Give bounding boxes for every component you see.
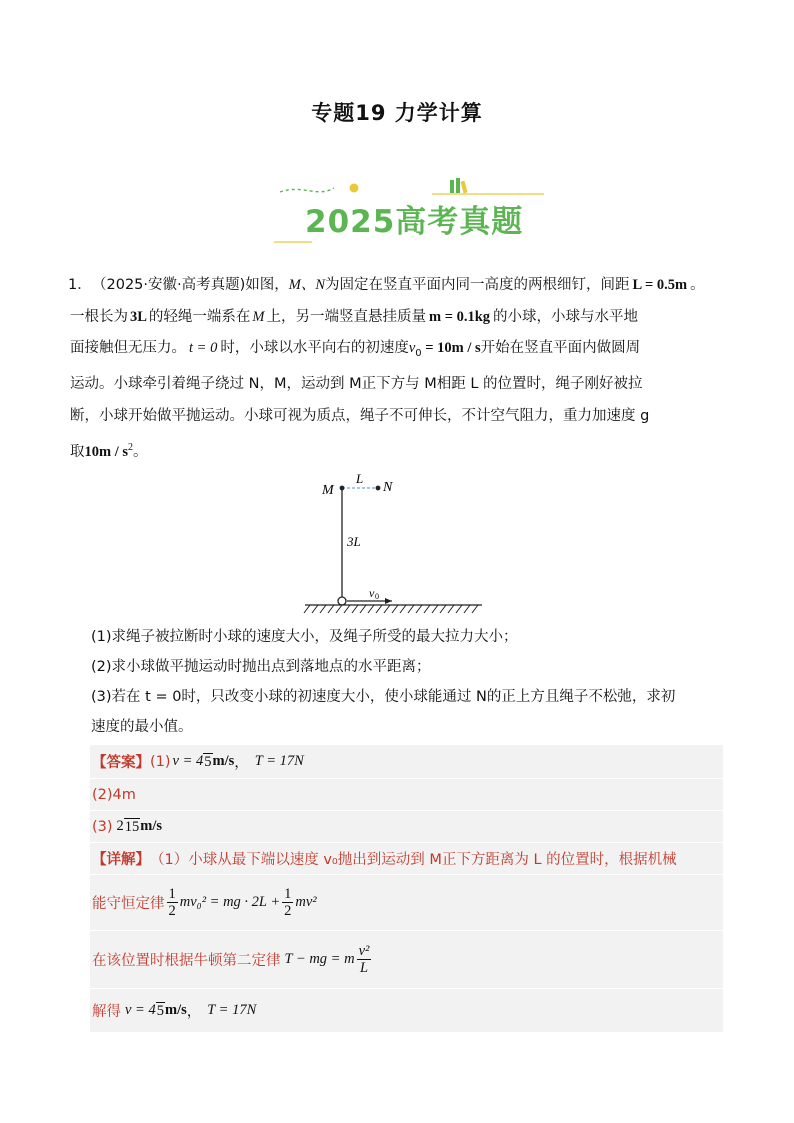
- equation: 15: [124, 818, 140, 835]
- text: 开始在竖直平面内做圆周: [480, 340, 641, 356]
- question-line-2: [70, 302, 730, 334]
- text: ，: [186, 1004, 202, 1020]
- hatch-line: [312, 605, 318, 613]
- subquestion-3: (3)若在 t = 0时，只改变小球的初速度大小，使小球能通过 N的正上方且绳子不松弛，求初: [91, 689, 676, 705]
- equation: 3L: [130, 308, 147, 325]
- equation: m/s: [164, 1002, 187, 1018]
- question-block: [70, 270, 730, 469]
- text: 2: [284, 903, 292, 919]
- equation: 5: [204, 753, 212, 770]
- text: ，: [234, 755, 249, 771]
- ground-hatching: [304, 605, 478, 613]
- text: L: [359, 960, 369, 976]
- question-line-4: 运动。小球牵引着绳子绕过 N，M，运动到 M正下方与 M相距 L 的位置时，绳子刚好被拉: [70, 376, 643, 393]
- text: 取: [70, 444, 85, 461]
- text: v²: [358, 943, 370, 959]
- answer-label: 【答案】: [92, 755, 150, 771]
- equation: T = 17N: [207, 1002, 257, 1018]
- text: M、N: [288, 277, 326, 293]
- hatch-line: [344, 605, 350, 613]
- detail-row-1: [90, 843, 723, 875]
- ball: [338, 597, 346, 605]
- text: 1: [284, 886, 292, 902]
- subquestion-3-cont: 速度的最小值。: [91, 719, 193, 735]
- page-title: 专题19 力学计算: [311, 101, 483, 125]
- equation: T − mg = m: [284, 951, 355, 967]
- hatch-line: [336, 605, 342, 613]
- text: 2: [168, 903, 176, 919]
- equation: m = 0.1kg: [429, 308, 491, 325]
- hatch-line: [352, 605, 358, 613]
- detail-row-2: [90, 875, 723, 931]
- question-number: 1．: [68, 277, 92, 293]
- hatch-line: [368, 605, 374, 613]
- text: M: [252, 308, 265, 325]
- hatch-line: [416, 605, 422, 613]
- equation: v: [408, 340, 416, 356]
- hatch-line: [400, 605, 406, 613]
- text: 在该位置时根据牛顿第二定律: [92, 953, 281, 969]
- text: (3): [92, 818, 113, 835]
- equation: mv₀² = mg · 2L +: [179, 894, 281, 910]
- equation: mv²: [295, 894, 317, 910]
- equation: 5: [156, 1002, 164, 1019]
- label-M: M: [322, 483, 334, 498]
- hatch-line: [448, 605, 454, 613]
- detail-row-3: [90, 931, 723, 989]
- text: (1): [150, 753, 171, 770]
- label-v: v: [369, 586, 375, 600]
- subscript: 0: [415, 347, 422, 359]
- hatch-line: [440, 605, 446, 613]
- physics-diagram: [300, 470, 520, 620]
- equation: v = 4: [125, 1002, 156, 1018]
- answer-box: [90, 745, 723, 1033]
- equation: m/s: [140, 818, 163, 834]
- fraction-half: [282, 886, 293, 919]
- hatch-line: [408, 605, 414, 613]
- hatch-line: [472, 605, 478, 613]
- detail-row-4: [90, 989, 723, 1033]
- superscript: 2: [128, 442, 133, 454]
- text: 的轻绳一端系在: [148, 308, 251, 325]
- equation: t = 0: [189, 340, 218, 356]
- equation: L = 0.5m: [632, 277, 688, 293]
- question-line-5: 断，小球开始做平抛运动。小球可视为质点，绳子不可伸长，不计空气阻力，重力加速度 g: [70, 407, 650, 424]
- text: 面接触但无压力。: [70, 340, 186, 356]
- hatch-line: [392, 605, 398, 613]
- text: （1）小球从最下端以速度 v₀抛出到运动到 M正下方距离为 L 的位置时，根据机械: [150, 852, 677, 868]
- text: 的小球，小球与水平地: [493, 308, 639, 325]
- hatch-line: [464, 605, 470, 613]
- text: 。: [133, 444, 148, 461]
- equation: m/s: [212, 753, 235, 769]
- text: 如图，: [245, 277, 289, 293]
- label-N: N: [383, 480, 393, 495]
- detail-label: 【详解】: [92, 852, 150, 868]
- text: 解得: [92, 1004, 121, 1020]
- label-L: L: [356, 471, 364, 486]
- text: 能守恒定律: [92, 896, 165, 912]
- equation: v = 4: [172, 753, 204, 769]
- hatch-line: [304, 605, 310, 613]
- hatch-line: [360, 605, 366, 613]
- text: 时，小球以水平向右的初速度: [220, 340, 409, 356]
- hatch-line: [320, 605, 326, 613]
- answer-row-3: [90, 811, 723, 843]
- question-source: （2025·安徽·高考真题): [92, 277, 246, 293]
- hatch-line: [376, 605, 382, 613]
- equation: 2: [116, 818, 124, 834]
- hatch-line: [328, 605, 334, 613]
- answer-row-2: (2)4m: [90, 779, 723, 811]
- banner-title: 2025高考真题: [305, 204, 524, 240]
- equation: = 10m / s: [421, 340, 481, 356]
- hatch-line: [432, 605, 438, 613]
- hatch-line: [424, 605, 430, 613]
- fraction-v2-L: [357, 943, 372, 976]
- text: 1: [168, 886, 176, 902]
- text: 上，另一端竖直悬挂质量: [266, 308, 427, 325]
- hatch-line: [384, 605, 390, 613]
- label-v-sub: 0: [375, 592, 379, 601]
- question-line-1: [92, 270, 730, 302]
- subquestion-1: (1)求绳子被拉断时小球的速度大小，及绳子所受的最大拉力大小；: [91, 629, 518, 645]
- label-3L: 3L: [347, 534, 361, 549]
- equation: T = 17N: [254, 753, 304, 769]
- text: 。: [690, 277, 705, 293]
- answer-row-1: [90, 745, 723, 779]
- subquestion-2: (2)求小球做平抛运动时抛出点到落地点的水平距离；: [91, 659, 431, 675]
- text: 为固定在竖直平面内同一高度的两根细钉，间距: [325, 277, 630, 293]
- hatch-line: [456, 605, 462, 613]
- question-line-3: [70, 333, 730, 369]
- equation: 10m / s: [84, 444, 128, 461]
- question-line-6: [70, 432, 730, 468]
- fraction-half: [167, 886, 178, 919]
- text: 一根长为: [70, 308, 128, 325]
